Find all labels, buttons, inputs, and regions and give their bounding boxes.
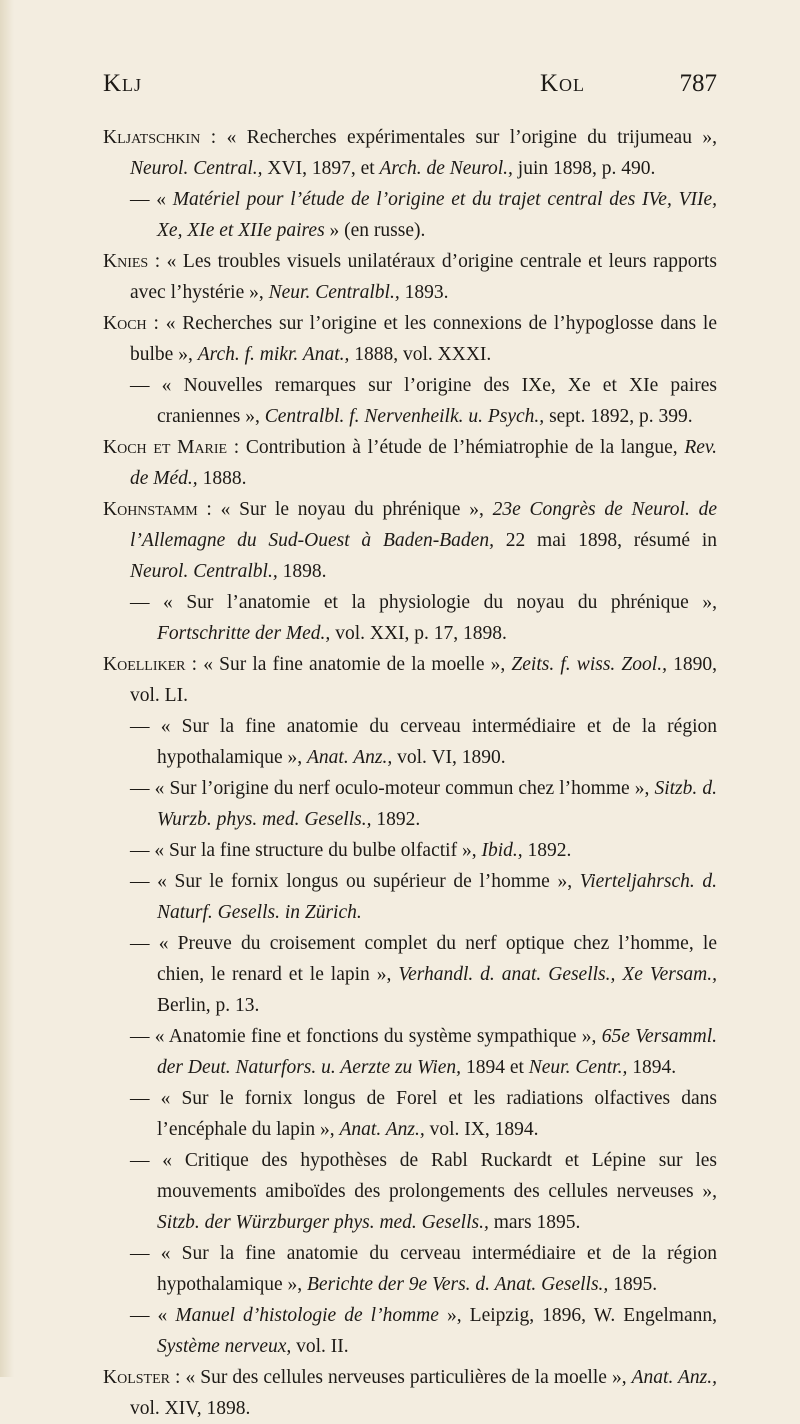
page-number: 787: [679, 70, 717, 97]
entry-koelliker-7: — « Anatomie fine et fonctions du système sympathique », 65e Versamml. der Deut. Naturfors. u. Aerzte zu Wien, 1894 et Neur. Centr., 1894.: [130, 1026, 717, 1078]
entry-koelliker-9: — « Critique des hypothèses de Rabl Ruckardt et Lépine sur les mouvements amiboïdes des prolongements des cellules nerveuses », Sitzb. der Würzburger phys. med. Gesells., mars 1895.: [130, 1150, 717, 1233]
page-edge: [0, 0, 14, 1377]
entry-koelliker-1: Koelliker : « Sur la fine anatomie de la moelle », Zeits. f. wiss. Zool., 1890, vol. LI.: [103, 654, 717, 706]
entry-kohnstamm-2: — « Sur l’anatomie et la physiologie du noyau du phrénique », Fortschritte der Med., vol. XXI, p. 17, 1898.: [130, 592, 717, 644]
entry-koch-marie: Koch et Marie : Contribution à l’étude de l’hémiatrophie de la langue, Rev. de Méd., 1888.: [103, 437, 717, 489]
entry-koelliker-3: — « Sur l’origine du nerf oculo-moteur commun chez l’homme », Sitzb. d. Wurzb. phys. med. Gesells., 1892.: [130, 778, 717, 830]
entry-koch-2: — « Nouvelles remarques sur l’origine des IXe, Xe et XIe paires craniennes », Centralbl. f. Nervenheilk. u. Psych., sept. 1892, p. 399.: [130, 375, 717, 427]
header-left: Klj: [103, 70, 143, 97]
entry-koelliker-4: — « Sur la fine structure du bulbe olfactif », Ibid., 1892.: [130, 840, 572, 861]
entry-kohnstamm-1: Kohnstamm : « Sur le noyau du phrénique », 23e Congrès de Neurol. de l’Allemagne du Sud-Ouest à Baden-Baden, 22 mai 1898, résumé in Neurol. Centralbl., 1898.: [103, 499, 717, 582]
entry-koelliker-10: — « Sur la fine anatomie du cerveau intermédiaire et de la région hypothalamique », Berichte der 9e Vers. d. Anat. Gesells., 1895.: [130, 1243, 717, 1295]
entry-koelliker-11: — « Manuel d’histologie de l’homme », Leipzig, 1896, W. Engelmann, Système nerveux, vol. II.: [130, 1305, 717, 1357]
entry-kljatschkin-2: — « Matériel pour l’étude de l’origine et du trajet central des IVe, VIIe, Xe, XIe et XIIe paires » (en russe).: [130, 189, 717, 241]
entry-koelliker-2: — « Sur la fine anatomie du cerveau intermédiaire et de la région hypothalamique », Anat. Anz., vol. VI, 1890.: [130, 716, 717, 768]
entry-koch-1: Koch : « Recherches sur l’origine et les connexions de l’hypoglosse dans le bulbe », Arch. f. mikr. Anat., 1888, vol. XXXI.: [103, 313, 717, 365]
entry-koelliker-6: — « Preuve du croisement complet du nerf optique chez l’homme, le chien, le renard et le lapin », Verhandl. d. anat. Gesells., Xe Versam., Berlin, p. 13.: [130, 933, 717, 1016]
entry-kolster: Kolster : « Sur des cellules nerveuses particulières de la moelle », Anat. Anz., vol. XIV, 1898.: [103, 1367, 718, 1419]
entry-koelliker-5: — « Sur le fornix longus ou supérieur de l’homme », Vierteljahrsch. d. Naturf. Gesells. in Zürich.: [130, 871, 718, 923]
entry-koelliker-8: — « Sur le fornix longus de Forel et les radiations olfactives dans l’encéphale du lapin », Anat. Anz., vol. IX, 1894.: [130, 1088, 717, 1140]
running-header: [103, 70, 717, 110]
entry-knies: Knies : « Les troubles visuels unilatéraux d’origine centrale et leurs rapports avec l’hystérie », Neur. Centralbl., 1893.: [103, 251, 717, 303]
entry-kljatschkin-1: Kljatschkin : « Recherches expérimentales sur l’origine du trijumeau », Neurol. Central., XVI, 1897, et Arch. de Neurol., juin 1898, p. 490.: [103, 127, 717, 179]
bibliography: [103, 122, 717, 1424]
header-right: Kol: [540, 70, 586, 97]
